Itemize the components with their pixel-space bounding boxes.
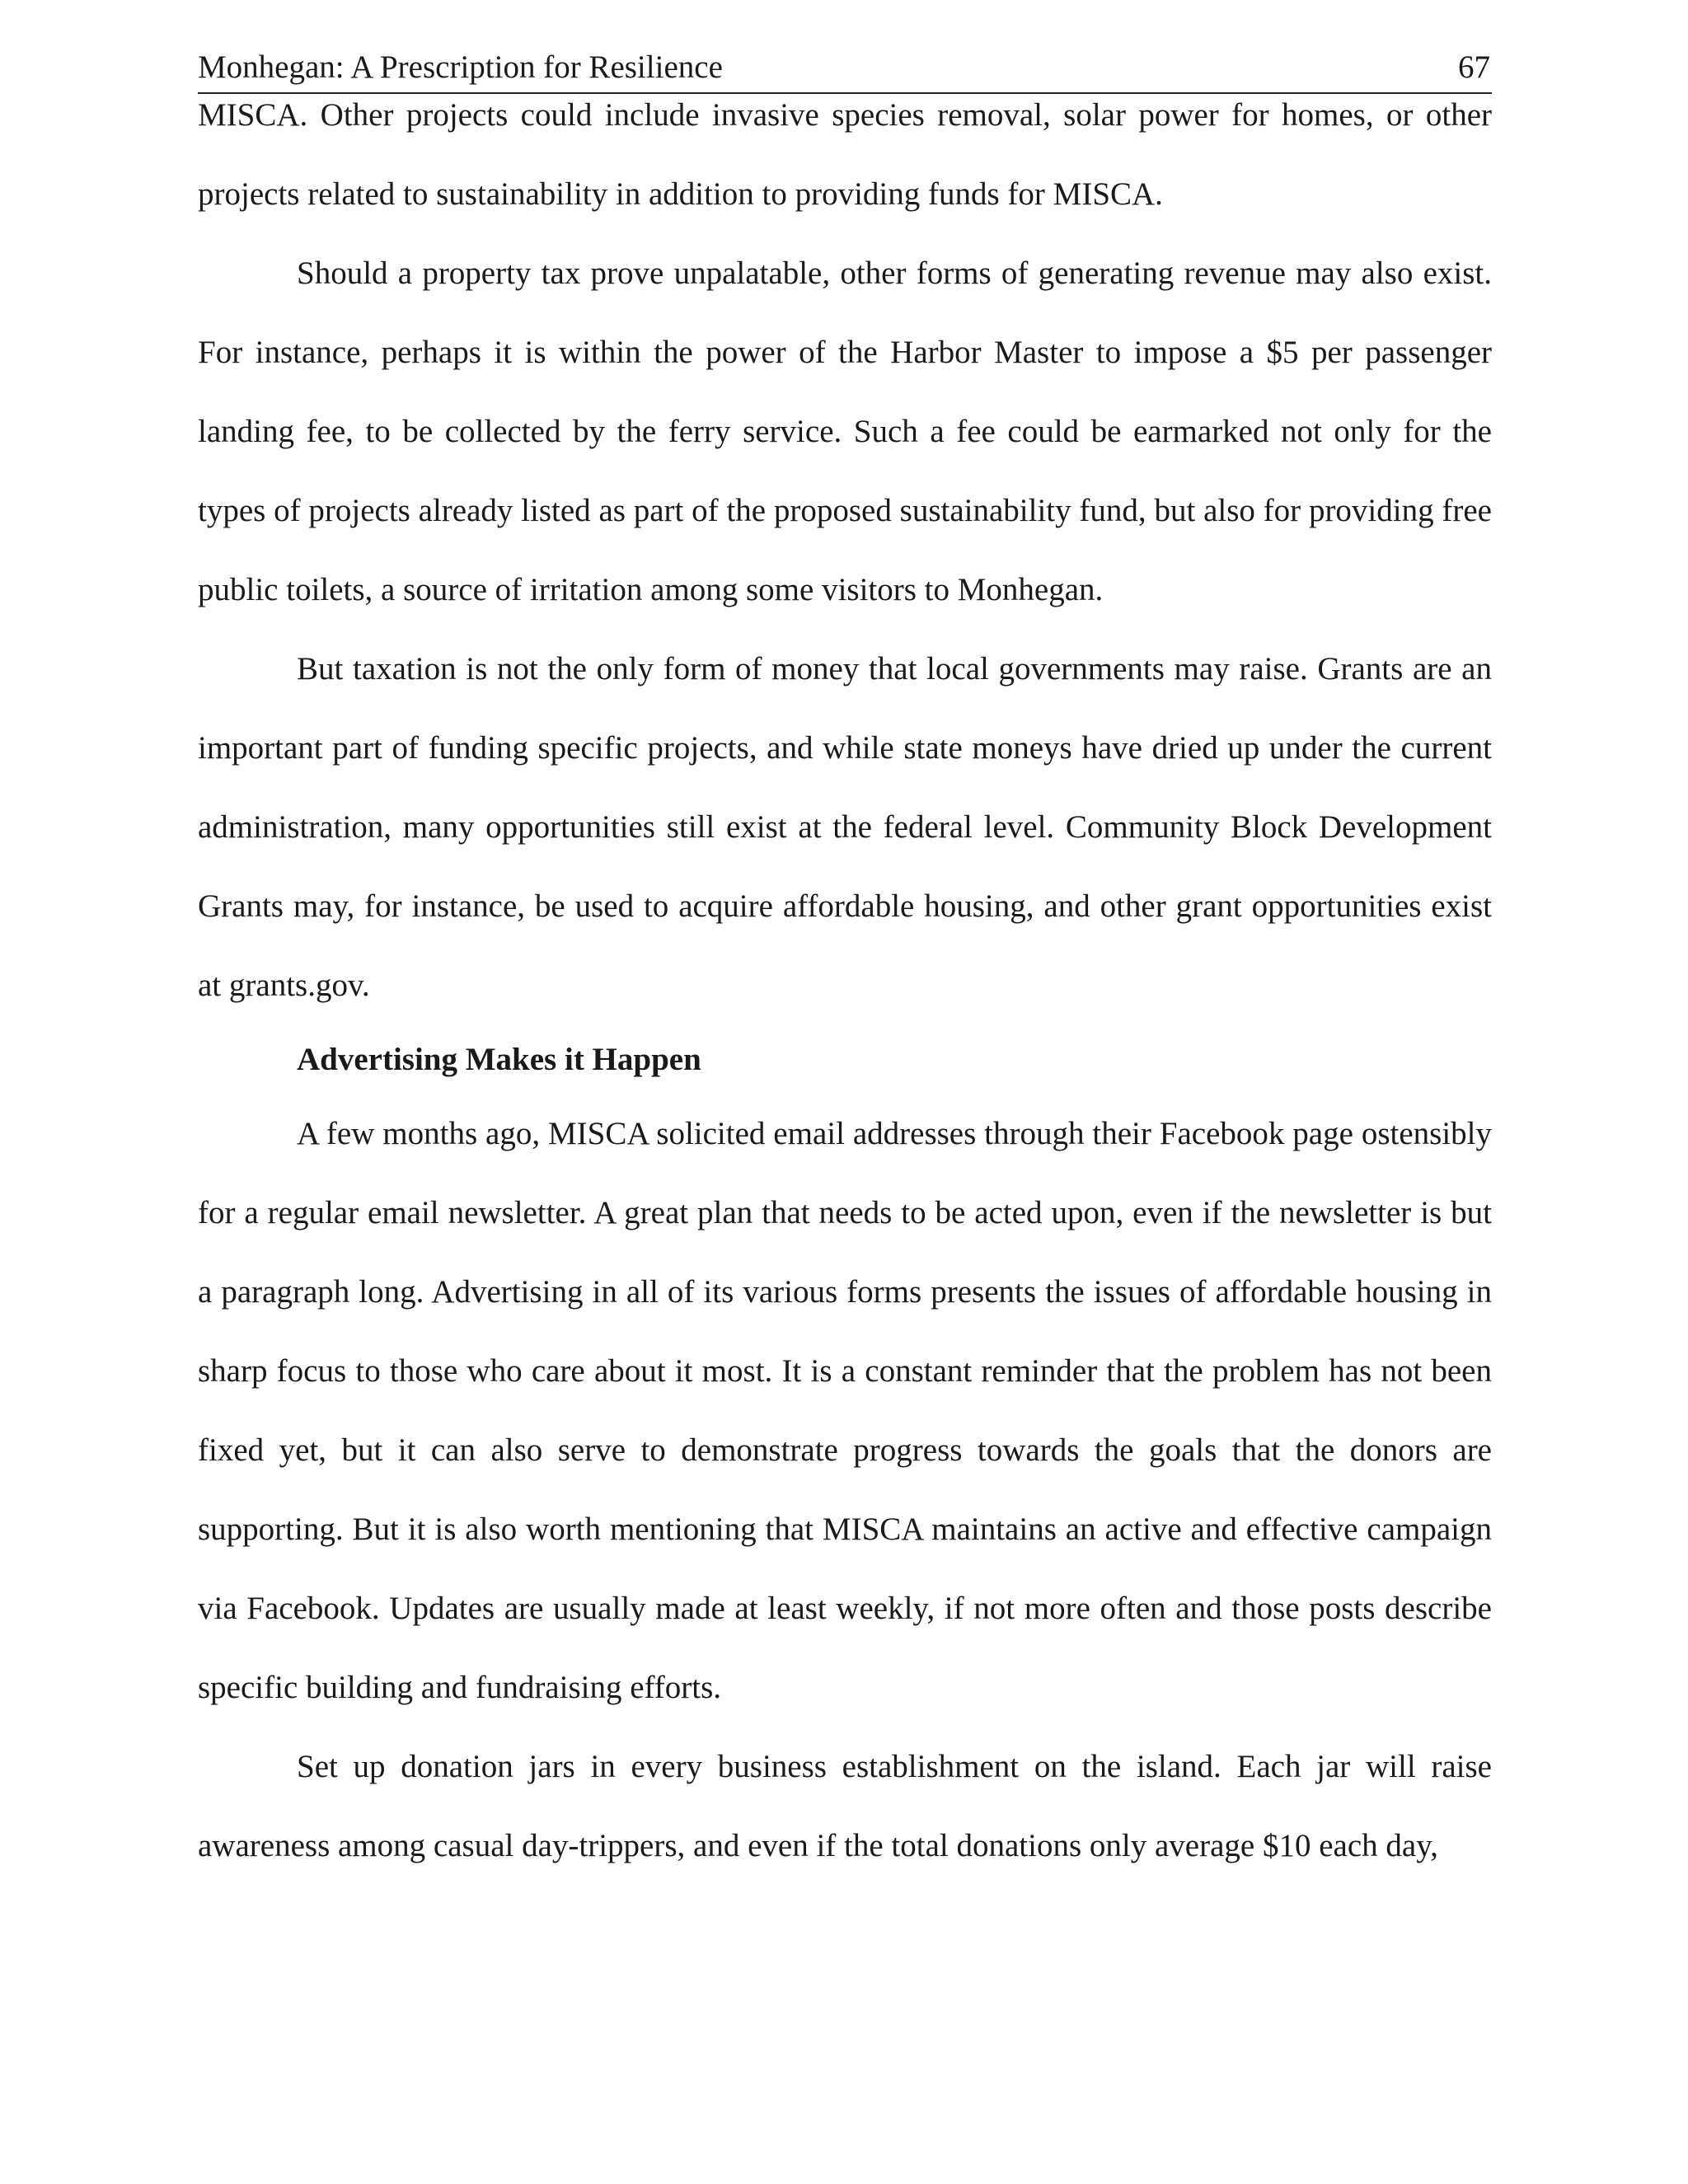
document-page bbox=[198, 43, 1492, 2153]
paragraph-3: But taxation is not the only form of money that local governments may raise. Grants are an important part of funding specific projects, and while state moneys have dried up under the current administration, many opportunities still exist at the federal level. Community Block Development Grants may, for instance, be used to acquire affordable housing, and other grant opportunities exist at grants.gov. bbox=[198, 651, 1492, 1003]
page-number: 67 bbox=[1458, 49, 1490, 85]
running-title: Monhegan: A Prescription for Resilience bbox=[198, 49, 723, 85]
paragraph-2: Should a property tax prove unpalatable, other forms of generating revenue may also exist. For instance, perhaps it is within the power of the Harbor Master to impose a $5 per passenger landing fee, to be collected by the ferry service. Such a fee could be earmarked not only for the types of projects already listed as part of the proposed sustainability fund, but also for providing free public toilets, a source of irritation among some visitors to Monhegan. bbox=[198, 255, 1492, 607]
paragraph-1: MISCA. Other projects could include invasive species removal, solar power for homes, or other projects related to sustainability in addition to providing funds for MISCA. bbox=[198, 97, 1492, 212]
paragraph-5: Set up donation jars in every business establishment on the island. Each jar will raise awareness among casual day-trippers, and even if the total donations only average $10 each day, bbox=[198, 1749, 1492, 1863]
body-text bbox=[198, 76, 1492, 1886]
section-heading: Advertising Makes it Happen bbox=[297, 1042, 701, 1077]
paragraph-4: A few months ago, MISCA solicited email addresses through their Facebook page ostensibly for a regular email newsletter. A great plan that needs to be acted upon, even if the newsletter is but a paragraph long. Advertising in all of its various forms presents the issues of affordable housing in sharp focus to those who care about it most. It is a constant reminder that the problem has not been fixed yet, but it can also serve to demonstrate progress towards the goals that the donors are supporting. But it is also worth mentioning that MISCA maintains an active and effective campaign via Facebook. Updates are usually made at least weekly, if not more often and those posts describe specific building and fundraising efforts. bbox=[198, 1116, 1492, 1705]
